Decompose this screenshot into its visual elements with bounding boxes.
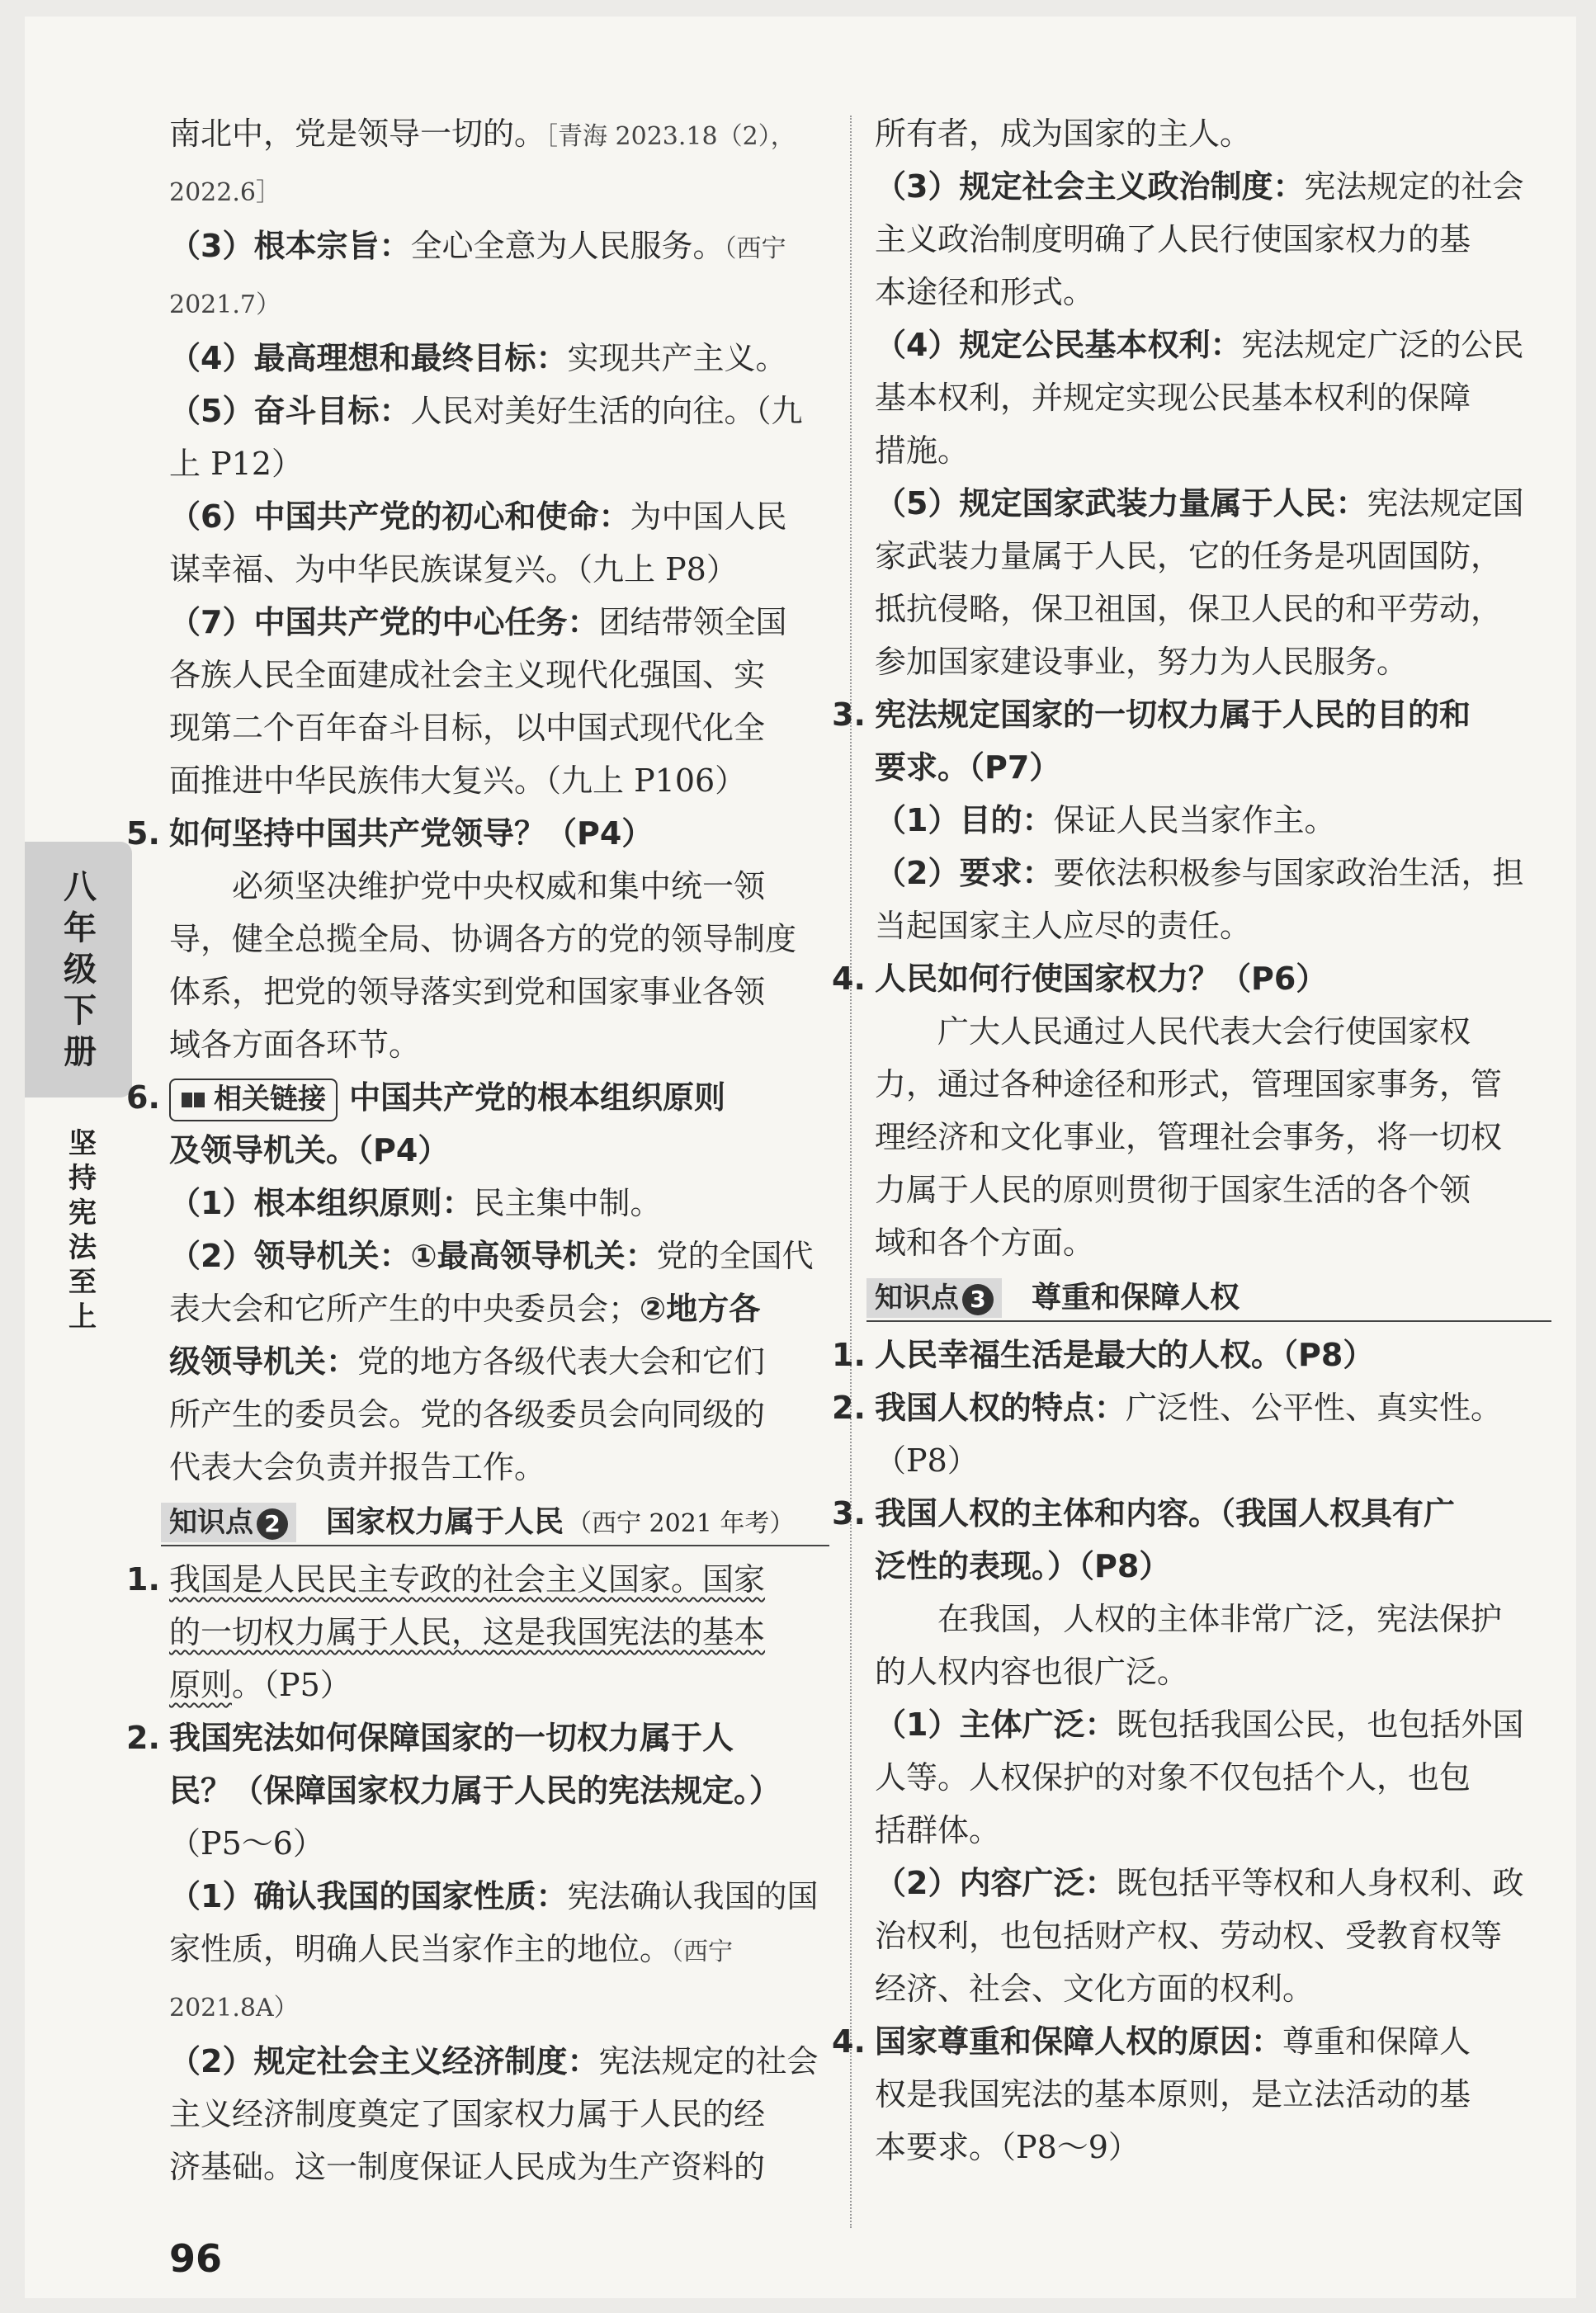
grade-label: 八年级下册 [64, 868, 97, 1071]
answer-line: 域和各个方面。 [875, 1225, 1095, 1261]
text-line: 原则。（P5） [169, 1667, 352, 1703]
kp-tag: 知识点 3 [866, 1278, 1002, 1318]
text-line: 泛性的表现。）（P8） [875, 1548, 1171, 1584]
kp2-question-2: 2. 我国宪法如何保障国家的一切权力属于人 [126, 1720, 734, 1756]
right-column [832, 107, 1551, 2174]
text-line: 经济、社会、文化方面的权利。 [875, 1971, 1315, 2007]
kp-source: （西宁 2021 年考） [567, 1509, 795, 1538]
answer-line: 理经济和文化事业，管理社会事务，将一切权 [875, 1119, 1503, 1155]
item: （1）根本组织原则：民主集中制。 [169, 1185, 662, 1221]
text-line: 面推进中华民族伟大复兴。（九上 P106） [169, 762, 747, 799]
kp2-question-1: 1. 我国是人民民主专政的社会主义国家。国家 [126, 1561, 766, 1598]
text-line: 民？（保障国家权力属于人民的宪法规定。） [169, 1773, 781, 1809]
item: （1）目的：保证人民当家作主。 [875, 802, 1336, 838]
item: （4）最高理想和最终目标：实现共产主义。 [169, 340, 787, 376]
text-line: 2021.8A） [169, 1994, 299, 2023]
item: （1）主体广泛：既包括我国公民，也包括外国 [875, 1706, 1524, 1743]
answer-line: 力，通过各种途径和形式，管理国家事务，管 [875, 1066, 1503, 1102]
text-line: 参加国家建设事业，努力为人民服务。 [875, 644, 1409, 680]
unit-label: 坚持宪法至上 [68, 1127, 97, 1334]
column-divider [850, 116, 852, 2228]
text-line: 主义政治制度明确了人民行使国家权力的基 [875, 221, 1471, 257]
answer-line: 体系，把党的领导落实到党和国家事业各领 [169, 974, 766, 1010]
item: （2）要求：要依法积极参与国家政治生活，担 [875, 855, 1524, 891]
text-line: 要求。（P7） [875, 749, 1061, 786]
page-number: 96 [169, 2236, 223, 2281]
item: （7）中国共产党的中心任务：团结带领全国 [169, 604, 787, 640]
text-line: 家性质，明确人民当家作主的地位。（西宁 [169, 1931, 734, 1967]
text-line: 上 P12） [169, 446, 304, 482]
text-line: 所产生的委员会。党的各级委员会向同级的 [169, 1396, 766, 1433]
text-line: 及领导机关。（P4） [169, 1132, 450, 1168]
text-line: 的一切权力属于人民，这是我国宪法的基本 [169, 1614, 766, 1650]
side-tab [25, 842, 132, 1097]
text-line: 本要求。（P8～9） [875, 2129, 1140, 2165]
item: （2）领导机关：①最高领导机关：党的全国代 [169, 1238, 814, 1274]
question-4: 4. 人民如何行使国家权力？（P6） [832, 961, 1328, 997]
item: （5）规定国家武装力量属于人民：宪法规定国 [875, 485, 1524, 522]
text-line: 抵抗侵略，保卫祖国，保卫人民的和平劳动， [875, 591, 1503, 627]
item: （2）规定社会主义经济制度：宪法规定的社会 [169, 2043, 819, 2079]
question-5: 5. 如何坚持中国共产党领导？（P4） [126, 815, 654, 852]
text-line: 当起国家主人应尽的责任。 [875, 908, 1252, 944]
answer-line: 的人权内容也很广泛。 [875, 1654, 1189, 1690]
answer-line: 在我国，人权的主体非常广泛，宪法保护 [937, 1601, 1503, 1637]
item: （5）奋斗目标：人民对美好生活的向往。（九 [169, 393, 803, 429]
answer-line: 导，健全总揽全局、协调各方的党的领导制度 [169, 921, 797, 957]
kp-tag: 知识点 2 [161, 1503, 296, 1542]
kp3-question-3: 3. 我国人权的主体和内容。（我国人权具有广 [832, 1495, 1456, 1532]
text-line: 主义经济制度奠定了国家权力属于人民的经 [169, 2096, 766, 2132]
answer-line: 广大人民通过人民代表大会行使国家权 [937, 1013, 1471, 1050]
item: （4）规定公民基本权利：宪法规定广泛的公民 [875, 327, 1524, 363]
item: （3）规定社会主义政治制度：宪法规定的社会 [875, 168, 1524, 205]
text-line: 家武装力量属于人民，它的任务是巩固国防， [875, 538, 1503, 574]
text-line: 2021.7） [169, 290, 281, 319]
item: （1）确认我国的国家性质：宪法确认我国的国 [169, 1878, 819, 1914]
kp-title: 尊重和保障人权 [1032, 1281, 1240, 1315]
item: （2）内容广泛：既包括平等权和人身权利、政 [875, 1865, 1524, 1901]
text-line: 权是我国宪法的基本原则，是立法活动的基 [875, 2076, 1471, 2112]
text-line: 谋幸福、为中华民族谋复兴。（九上 P8） [169, 551, 738, 588]
text-line: 基本权利，并规定实现公民基本权利的保障 [875, 380, 1471, 416]
knowledge-point-2-header [161, 1499, 829, 1546]
related-link-tag: 相关链接 [169, 1079, 338, 1121]
book-icon [181, 1091, 205, 1109]
text-line: 级领导机关：党的地方各级代表大会和它们 [169, 1343, 766, 1380]
text-line: 所有者，成为国家的主人。 [875, 116, 1252, 152]
text-line: （P8） [875, 1442, 979, 1479]
text-line: 措施。 [875, 432, 970, 469]
text-line: 济基础。这一制度保证人民成为生产资料的 [169, 2149, 766, 2185]
question-6: 6. 相关链接 中国共产党的根本组织原则 [169, 1071, 829, 1124]
kp3-question-2: 2. 我国人权的特点：广泛性、公平性、真实性。 [832, 1390, 1503, 1426]
text-line: 人等。人权保护的对象不仅包括个人，也包 [875, 1759, 1471, 1796]
kp3-question-4: 4. 国家尊重和保障人权的原因：尊重和保障人 [832, 2023, 1471, 2060]
kp3-question-1: 1. 人民幸福生活是最大的人权。（P8） [832, 1337, 1375, 1373]
textbook-page [25, 17, 1576, 2298]
text-line: 代表大会负责并报告工作。 [169, 1449, 546, 1485]
answer-line: 域各方面各环节。 [169, 1027, 421, 1063]
question-3: 3. 宪法规定国家的一切权力属于人民的目的和 [832, 696, 1471, 733]
text-line: 本途径和形式。 [875, 274, 1095, 310]
text-line: 南北中，党是领导一切的。［青海 2023.18（2）， [169, 116, 796, 152]
knowledge-point-3-header [866, 1274, 1551, 1322]
text-line: 治权利，也包括财产权、劳动权、受教育权等 [875, 1918, 1503, 1954]
kp-number-badge: 2 [257, 1508, 288, 1540]
kp-number-badge: 3 [962, 1284, 994, 1315]
text-line: 各族人民全面建成社会主义现代化强国、实 [169, 657, 766, 693]
text-line: 括群体。 [875, 1812, 1001, 1848]
text-line: 现第二个百年奋斗目标，以中国式现代化全 [169, 710, 766, 746]
text-line: 2022.6］ [169, 178, 281, 207]
text-line: （P5～6） [169, 1825, 324, 1862]
answer-line: 必须坚决维护党中央权威和集中统一领 [232, 868, 766, 904]
left-column [126, 107, 829, 2193]
kp-title: 国家权力属于人民 [326, 1505, 564, 1539]
item: （3）根本宗旨：全心全意为人民服务。（西宁 [169, 228, 786, 264]
text-line: 表大会和它所产生的中央委员会；②地方各 [169, 1291, 761, 1327]
answer-line: 力属于人民的原则贯彻于国家生活的各个领 [875, 1172, 1471, 1208]
item: （6）中国共产党的初心和使命：为中国人民 [169, 498, 787, 535]
